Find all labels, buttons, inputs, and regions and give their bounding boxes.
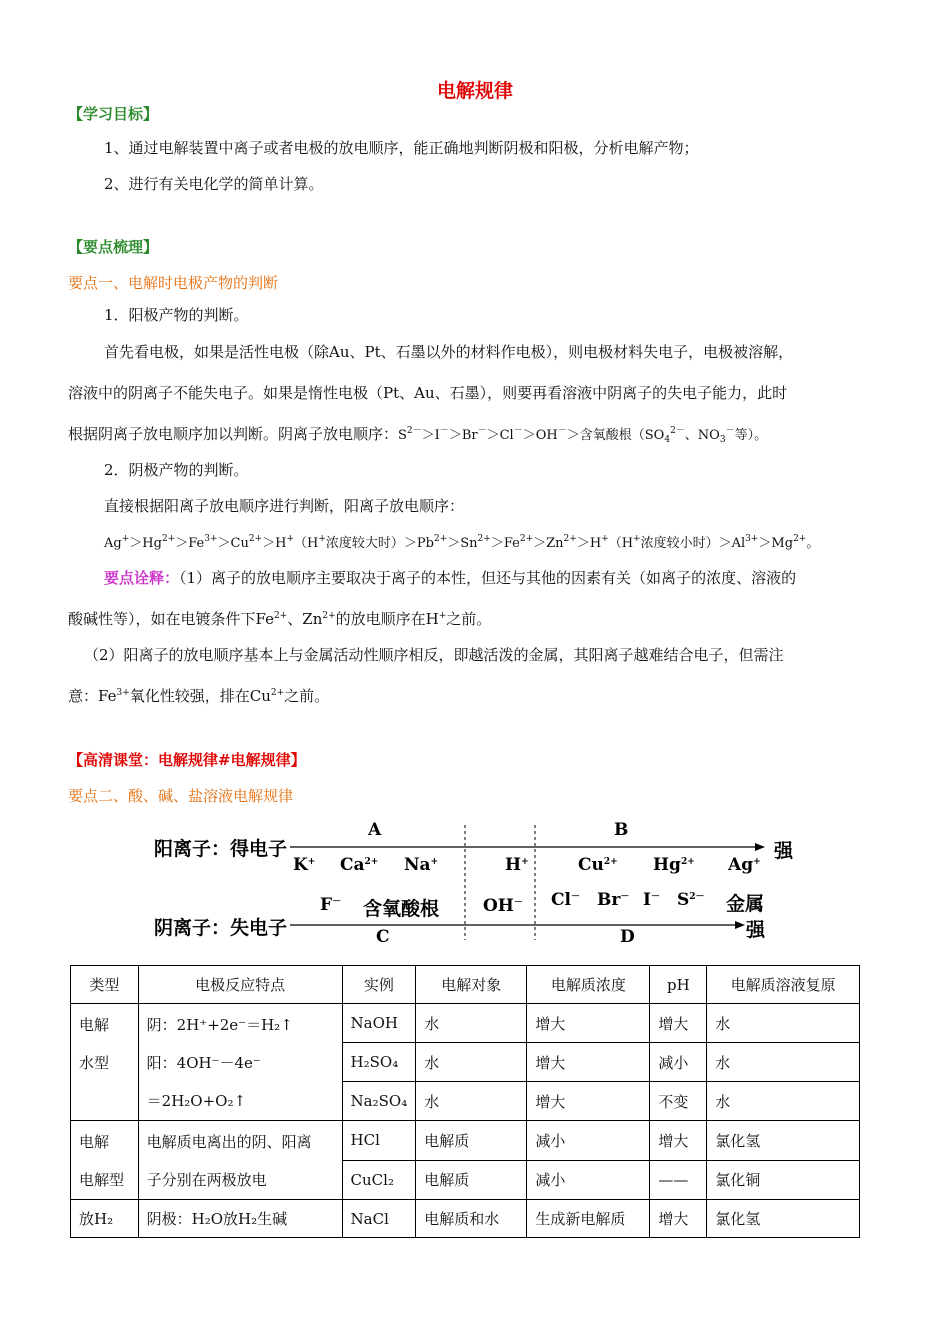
points-heading: 【要点梳理】	[68, 238, 159, 256]
table-row	[71, 1200, 860, 1238]
note-line-2: 酸碱性等），如在电镀条件下$Fe^{2+}$、$Zn^{2+}$的放电顺序在H+之前。	[68, 610, 492, 628]
cell-ph: 增大	[650, 1200, 707, 1238]
ion-s: $S^{2-}$	[677, 890, 705, 910]
ion-i: I－	[643, 890, 660, 910]
anion-oxyacid: 含氧酸根	[363, 898, 440, 920]
table-row	[71, 1004, 860, 1043]
cell-restore: 氯化氢	[707, 1121, 860, 1161]
header-example: 实例	[342, 966, 416, 1004]
anode-line-3: 根据阴离子放电顺序加以判断。阴离子放电顺序：$S^{2-}>I^->Br^->Cl^->OH^->$含氧酸根（$SO_4^{2-}$、$NO_3^-$等）。	[68, 425, 768, 445]
cell-object: 水	[416, 1043, 527, 1082]
strong-bottom: 强	[746, 919, 766, 941]
group1-feature-line1: 阴：2H⁺+2e⁻＝H₂↑	[146, 1016, 293, 1034]
electrolysis-table	[70, 965, 860, 1238]
cell-ph: 减小	[650, 1043, 707, 1082]
label-c: C	[376, 927, 390, 947]
header-restore: 电解质溶液复原	[707, 966, 860, 1004]
note-line-1	[104, 571, 796, 586]
label-d: D	[620, 927, 635, 947]
ion-f: F－	[320, 895, 342, 915]
goal-item-1: 1、通过电解装置中离子或者电极的放电顺序，能正确地判断阴极和阳极，分析电解产物；	[104, 139, 699, 157]
label-a: A	[368, 820, 382, 840]
cation-label: 阳离子：得电子	[154, 838, 288, 860]
group3-type: 放H₂	[71, 1200, 139, 1238]
group1-feature-line3: ＝2H₂O+O₂↑	[146, 1092, 247, 1110]
group2-feature-line2: 子分别在两极放电	[146, 1171, 267, 1189]
header-ph: pH	[650, 966, 707, 1004]
cell-example: NaCl	[342, 1200, 416, 1238]
anode-line-1: 首先看电极，如果是活性电极（除Au、Pt、石墨以外的材料作电极），则电极材料失电子，电极被溶解，	[104, 343, 794, 361]
bottom-arrow-head	[735, 921, 745, 929]
group2-feature-line1: 电解质电离出的阴、阳离	[146, 1133, 312, 1151]
note-line-2-text: 酸碱性等），如在电镀条件下	[68, 610, 256, 628]
page-title: 电解规律	[436, 80, 513, 102]
group2-type-line2: 电解型	[79, 1171, 125, 1189]
cell-conc: 减小	[527, 1121, 650, 1161]
group2-type-line1: 电解	[79, 1133, 110, 1151]
group2-feature	[138, 1121, 342, 1200]
cathode-title: 2．阴极产物的判断。	[104, 461, 249, 479]
cell-object: 电解质和水	[416, 1200, 527, 1238]
ion-h: H+	[505, 855, 529, 875]
cell-ph: ——	[650, 1160, 707, 1200]
cell-object: 电解质	[416, 1160, 527, 1200]
ion-cu: $Cu^{2+}$	[578, 855, 618, 875]
cell-object: 电解质	[416, 1121, 527, 1161]
cell-restore: 氯化氢	[707, 1200, 860, 1238]
cell-restore: 水	[707, 1004, 860, 1043]
ion-k: K+	[293, 855, 316, 875]
cell-ph: 不变	[650, 1082, 707, 1121]
top-arrow-head	[755, 843, 765, 851]
label-b: B	[614, 820, 629, 840]
goals-heading: 【学习目标】	[68, 105, 159, 123]
table-header-row	[71, 966, 860, 1004]
cell-conc: 减小	[527, 1160, 650, 1200]
group2-type	[71, 1121, 139, 1200]
anode-line-2: 溶液中的阴离子不能失电子。如果是惰性电极（Pt、Au、石墨），则要再看溶液中阴离子的失电子能力，此时	[68, 384, 788, 402]
cell-example: CuCl₂	[342, 1160, 416, 1200]
ion-oh: OH－	[483, 896, 523, 916]
note2-line-2: 意：$Fe^{3+}$氧化性较强，排在$Cu^{2+}$之前。	[68, 687, 330, 705]
cell-conc: 增大	[527, 1043, 650, 1082]
classroom-heading: 【高清课堂：电解规律#电解规律】	[68, 751, 306, 769]
note-label: 要点诠释：	[104, 569, 180, 587]
cell-restore: 水	[707, 1043, 860, 1082]
ion-ag: Ag+	[728, 855, 761, 875]
ion-br: Br－	[597, 890, 630, 910]
cell-conc: 生成新电解质	[527, 1200, 650, 1238]
group1-type-line1: 电解	[79, 1016, 110, 1034]
ion-hg: $Hg^{2+}$	[653, 855, 695, 875]
anion-metal: 金属	[726, 893, 765, 915]
cell-ph: 增大	[650, 1121, 707, 1161]
anode-title: 1．阳极产物的判断。	[104, 306, 249, 324]
cell-example: Na₂SO₄	[342, 1082, 416, 1121]
anion-label: 阴离子：失电子	[154, 917, 288, 939]
ion-cl: Cl－	[551, 890, 581, 910]
point1-title: 要点一、电解时电极产物的判断	[68, 274, 279, 292]
cell-ph: 增大	[650, 1004, 707, 1043]
ion-na: Na+	[404, 855, 439, 875]
header-conc: 电解质浓度	[527, 966, 650, 1004]
group1-type	[71, 1004, 139, 1121]
goal-item-2: 2、进行有关电化学的简单计算。	[104, 175, 324, 193]
cell-conc: 增大	[527, 1004, 650, 1043]
group1-feature	[138, 1004, 342, 1121]
cell-restore: 氯化铜	[707, 1160, 860, 1200]
header-feature: 电极反应特点	[138, 966, 342, 1004]
strong-top: 强	[774, 840, 794, 862]
cell-restore: 水	[707, 1082, 860, 1121]
cell-conc: 增大	[527, 1082, 650, 1121]
cell-example: NaOH	[342, 1004, 416, 1043]
table-row	[71, 1121, 860, 1161]
cell-example: HCl	[342, 1121, 416, 1161]
cell-example: H₂SO₄	[342, 1043, 416, 1082]
group3-feature: 阴极：H₂O放H₂生碱	[138, 1200, 342, 1238]
note2-line-1: （2）阳离子的放电顺序基本上与金属活动性顺序相反，即越活泼的金属，其阳离子越难结合电子，但需注	[84, 646, 784, 664]
anode-line-3-text: 根据阴离子放电顺序加以判断。阴离子放电顺序：	[68, 425, 399, 443]
header-object: 电解对象	[416, 966, 527, 1004]
point2-title: 要点二、酸、碱、盐溶液电解规律	[68, 787, 294, 805]
cell-object: 水	[416, 1082, 527, 1121]
cell-object: 水	[416, 1004, 527, 1043]
cathode-line: 直接根据阳离子放电顺序进行判断，阳离子放电顺序：	[104, 497, 465, 515]
cation-order: $Ag^+>Hg^{2+}>Fe^{3+}>Cu^{2+}>H^+(H^+$浓度较大时）$>Pb^{2+}>Sn^{2+}>Fe^{2+}>Zn^{2+}>H^+(H^+$浓度较小时）$>Al^{3+}>Mg^{2+}$。	[104, 534, 820, 551]
header-type: 类型	[71, 966, 139, 1004]
group1-type-line2: 水型	[79, 1054, 110, 1072]
ion-ca: $Ca^{2+}$	[340, 855, 379, 875]
group1-feature-line2: 阳：4OH⁻－4e⁻	[146, 1054, 261, 1072]
note-line-1-text: （1）离子的放电顺序主要取决于离子的本性，但还与其他的因素有关（如离子的浓度、溶液的	[179, 569, 797, 587]
